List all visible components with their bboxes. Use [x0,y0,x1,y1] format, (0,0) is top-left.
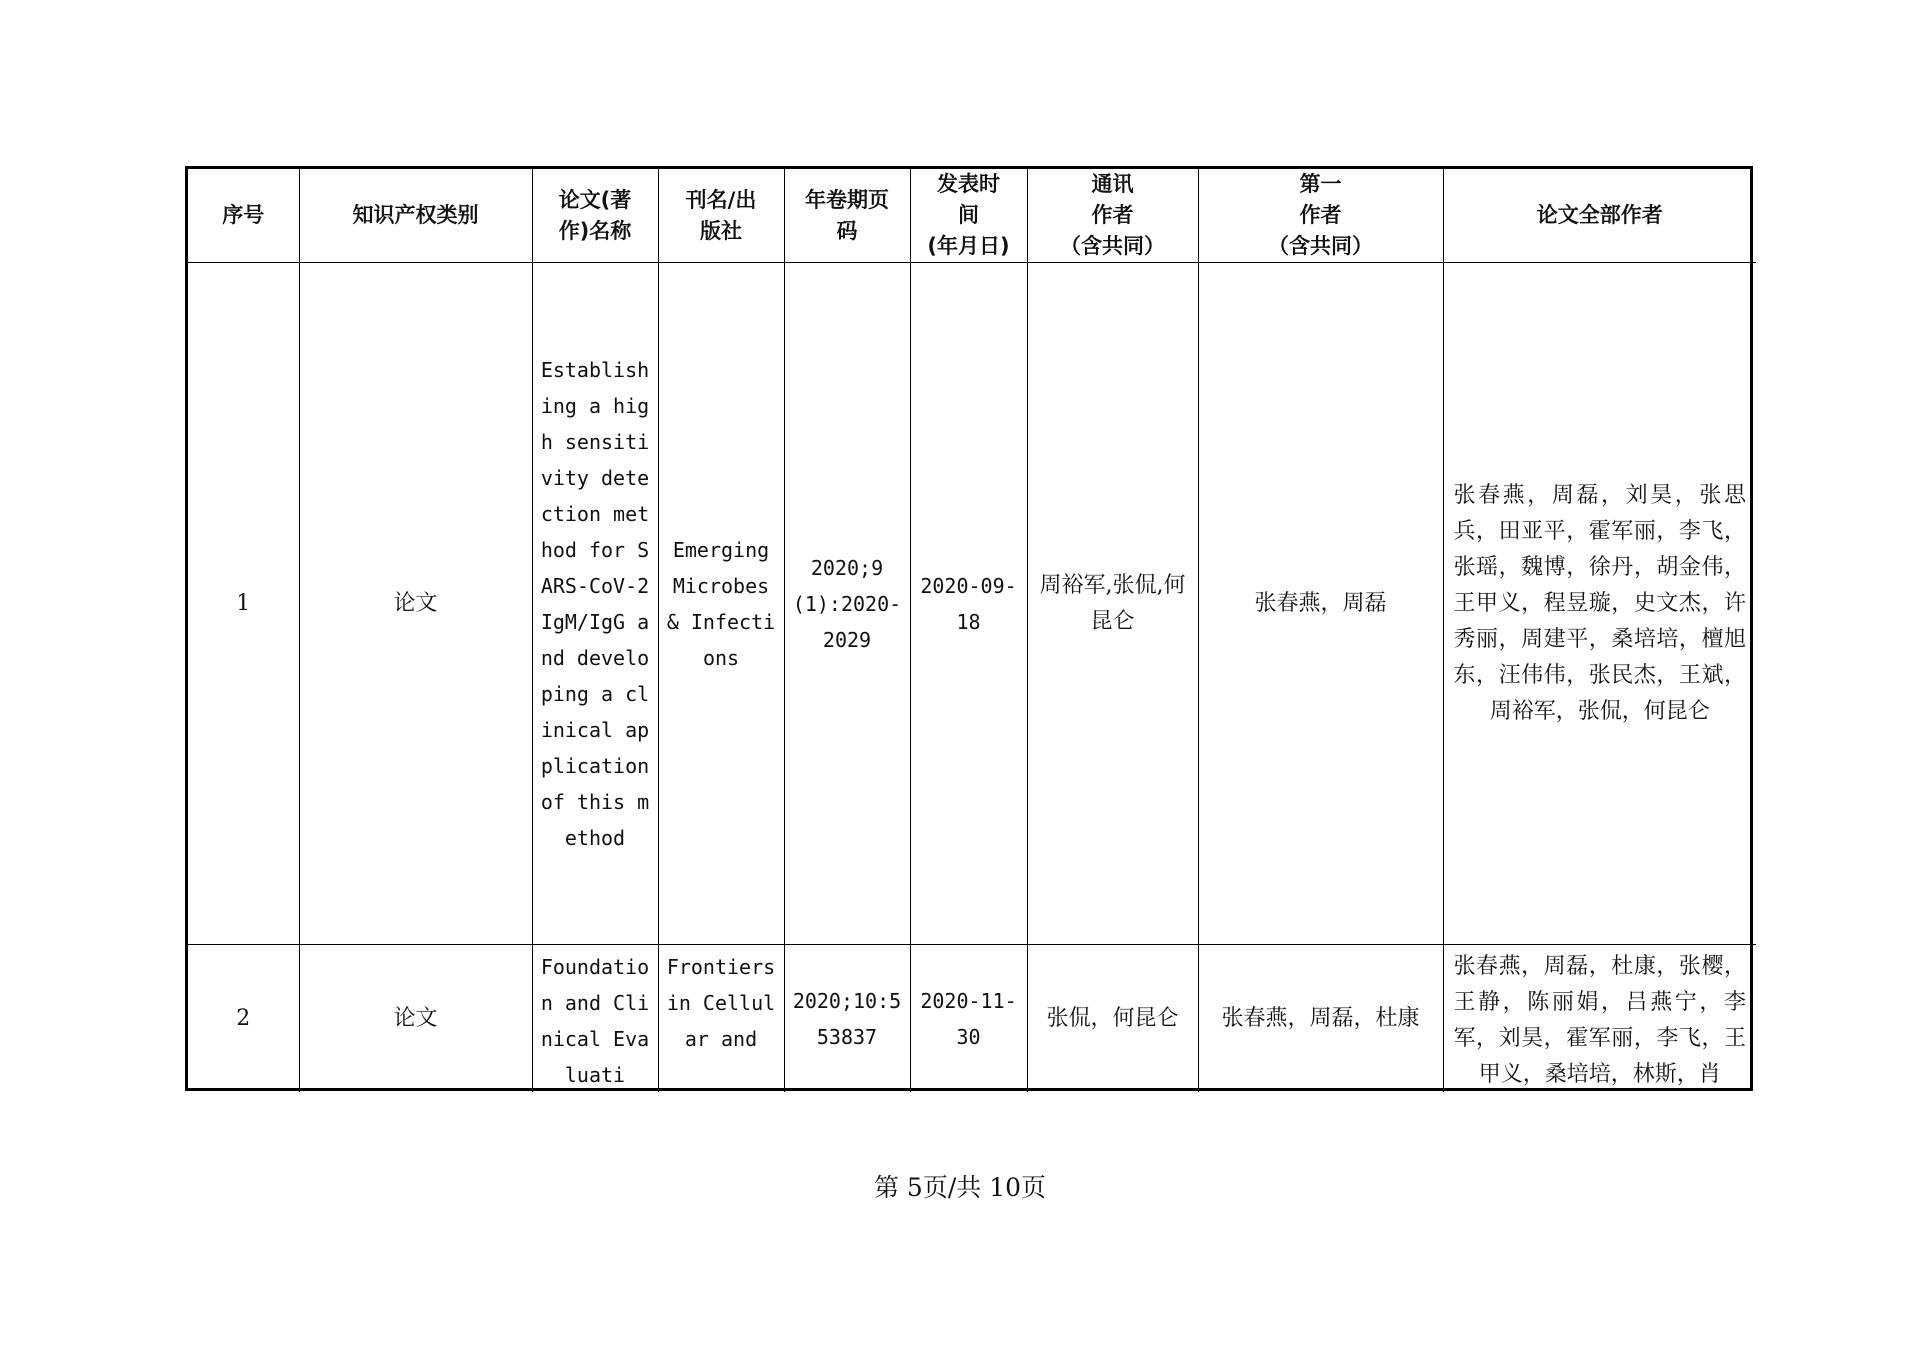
header-first-author: 第一 作者 （含共同） [1198,169,1443,263]
header-date: 发表时 间 (年月日) [910,169,1027,263]
cell-all-authors-text: 张春燕，周磊，杜康，张樱，王静，陈丽娟，吕燕宁，李军，刘昊，霍军丽，李飞，王甲义，桑培培，林斯，肖 [1453,954,1746,1087]
header-no: 序号 [188,169,299,263]
cell-all-authors [1443,945,1756,1093]
header-title: 论文(著 作)名称 [532,169,658,263]
header-row [188,169,1756,263]
header-volume: 年卷期页 码 [784,169,910,263]
cell-corresponding-author: 张侃，何昆仑 [1027,945,1198,1093]
cell-corresponding-author: 周裕军,张侃,何昆仑 [1027,263,1198,945]
cell-title: Establishing a high sensitivity detection method for SARS-CoV-2 IgM/IgG and developing a clinical application of this method [532,263,658,945]
cell-volume: 2020;9(1):2020-2029 [784,263,910,945]
cell-title-text: Foundation and Clinical Evaluati [540,955,650,1087]
page-footer: 第 5页/共 10页 [873,1173,1047,1202]
cell-date: 2020-09-18 [910,263,1027,945]
cell-volume: 2020;10:553837 [784,945,910,1093]
publication-table-frame [185,166,1753,1091]
cell-ip-type: 论文 [299,263,532,945]
cell-journal: Emerging Microbes & Infections [658,263,784,945]
table-row [188,263,1756,945]
header-corresponding-author: 通讯 作者 （含共同） [1027,169,1198,263]
header-journal: 刊名/出 版社 [658,169,784,263]
publication-table [188,169,1756,1092]
cell-journal-text: Frontiers in Cellular and [666,955,776,1051]
cell-first-author: 张春燕，周磊 [1198,263,1443,945]
cell-journal [658,945,784,1093]
header-ip-type: 知识产权类别 [299,169,532,263]
cell-all-authors: 张春燕，周磊，刘昊，张思兵，田亚平，霍军丽，李飞，张瑶，魏博，徐丹，胡金伟，王甲义，程昱璇，史文杰，许秀丽，周建平，桑培培，檀旭东，汪伟伟，张民杰，王斌，周裕军，张侃，何昆仑 [1443,263,1756,945]
cell-date: 2020-11-30 [910,945,1027,1093]
header-all-authors: 论文全部作者 [1443,169,1756,263]
cell-ip-type: 论文 [299,945,532,1093]
table-row [188,945,1756,1093]
cell-first-author: 张春燕，周磊，杜康 [1198,945,1443,1093]
cell-no: 2 [188,945,299,1093]
cell-no: 1 [188,263,299,945]
cell-title [532,945,658,1093]
